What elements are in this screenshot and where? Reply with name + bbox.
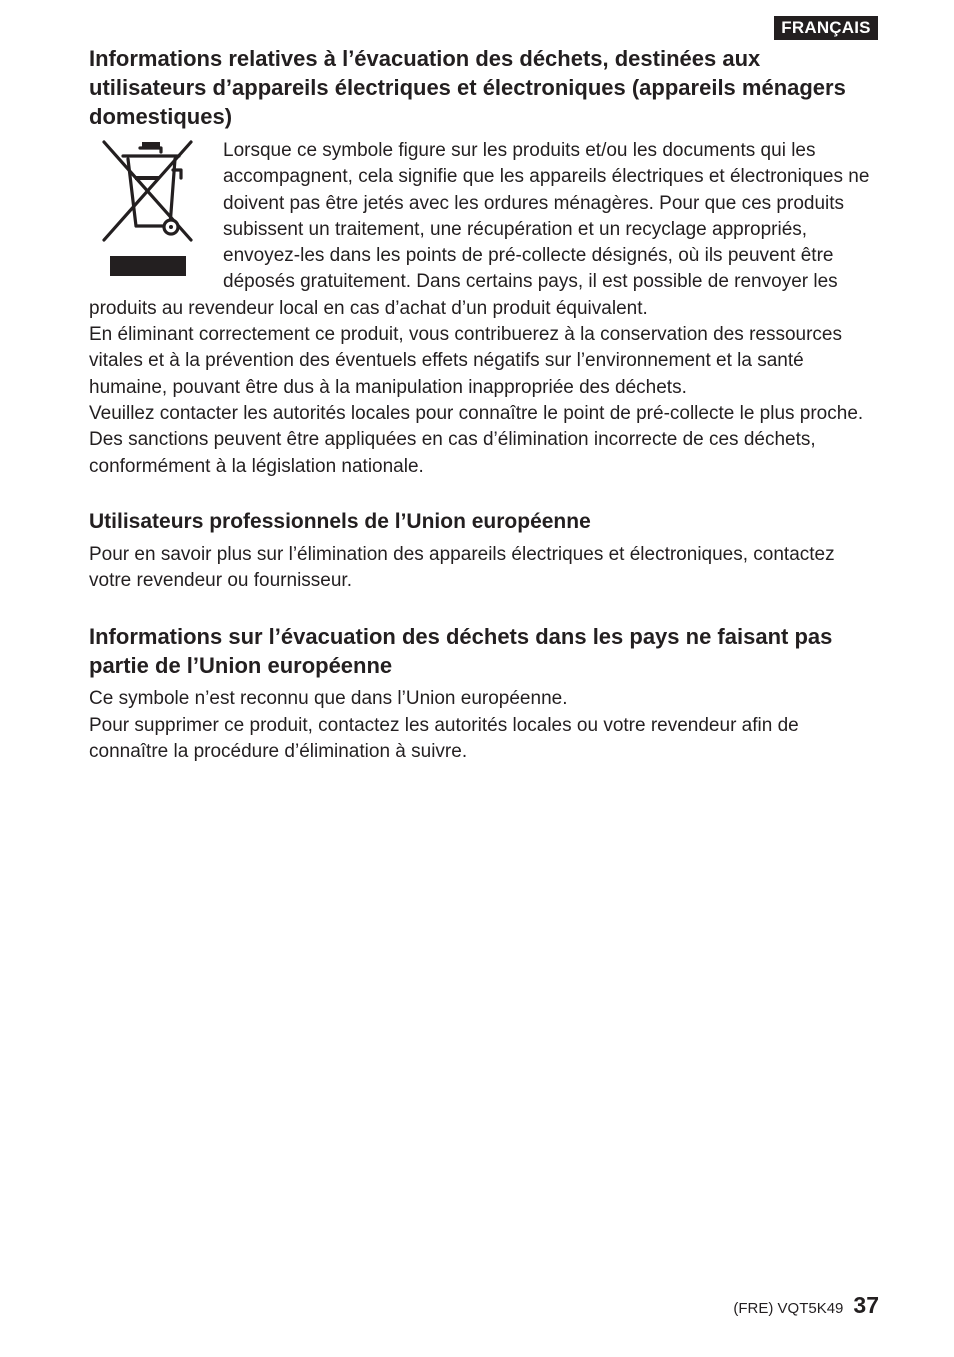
paragraph: En éliminant correctement ce produit, vous contribuerez à la conservation des ressources vitales et à la prévention des éventuels effets négatifs sur l’environnement et la santé humaine, pouvant être dus à la manipulation inappropriée des déchets. (89, 324, 842, 398)
page-content (89, 44, 879, 765)
weee-date-bar (110, 256, 186, 276)
section-heading-non-eu: Informations sur l’évacuation des déchets dans les pays ne faisant pas partie de l’Union européenne (89, 624, 833, 679)
page-number: 37 (853, 1292, 879, 1318)
paragraph: Veuillez contacter les autorités locales pour connaître le point de pré-collecte le plus proche. (89, 402, 864, 424)
language-tab: FRANÇAIS (774, 16, 878, 40)
section-non-eu-disposal (89, 622, 879, 765)
section-household-disposal (89, 44, 879, 480)
section-heading-professional: Utilisateurs professionnels de l’Union européenne (89, 509, 591, 533)
section-heading-household: Informations relatives à l’évacuation des déchets, destinées aux utilisateurs d’appareils électriques et électroniques (appareils ménagers domestiques) (89, 46, 846, 129)
paragraph: Pour en savoir plus sur l’élimination des appareils électriques et électroniques, contactez votre revendeur ou fournisseur. (89, 543, 835, 592)
paragraph: Pour supprimer ce produit, contactez les autorités locales ou votre revendeur afin de connaître la procédure d’élimination à suivre. (89, 714, 799, 763)
document-code: (FRE) VQT5K49 (733, 1300, 844, 1317)
paragraph: Ce symbole n’est reconnu que dans l’Union européenne. (89, 688, 568, 710)
paragraph: Lorsque ce symbole figure sur les produits et/ou les documents qui les accompagnent, cela signifie que les appareils électriques et électroniques ne doivent pas être jetés avec les ordures ménagères. Pour que ces produits subissent un traitement, une récupération et un recyclage appropriés, envoyez-les dans les points de pré-collecte désignés, où ils peuvent être déposés gratuitement. Dans certains pays, il est possible de renvoyer les produits au revendeur local en cas d’achat d’un produit équivalent. (89, 140, 870, 319)
paragraph: Des sanctions peuvent être appliquées en cas d’élimination incorrecte de ces déchets, conformément à la législation nationale. (89, 429, 816, 477)
section-professional-users (89, 507, 879, 595)
weee-block (89, 138, 879, 480)
crossed-out-wheeled-bin-icon (89, 138, 223, 288)
page-footer (733, 1292, 879, 1322)
